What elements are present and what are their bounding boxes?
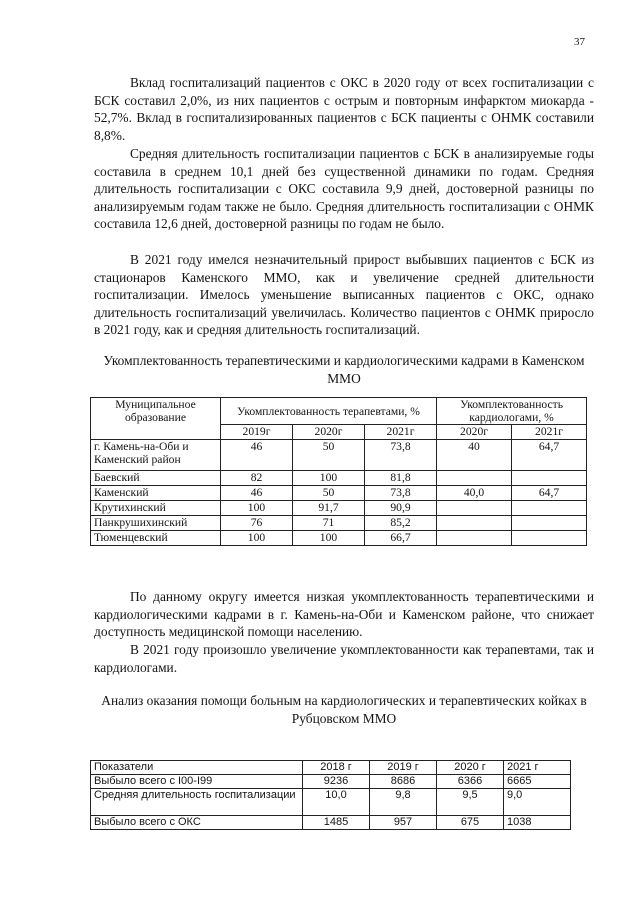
- table-row: [91, 501, 587, 516]
- paragraph-staffing-increase: В 2021 году произошло увеличение укомплектованности как терапевтами, так и кардиологами.: [94, 642, 594, 675]
- table-header-row: [91, 398, 587, 425]
- value-cell: [437, 471, 512, 486]
- value-cell: 46: [221, 486, 293, 501]
- header-therapists: Укомплектованность терапевтами, %: [221, 398, 437, 425]
- paragraph-oks-hospitalization-share: Вклад госпитализаций пациентов с ОКС в 2020 году от всех госпитализации с БСК составил 2,0%, из них пациентов с острым и повторным инфарктом миокарда - 52,7%. Вклад в госпитализированных пациентов с БСК пациенты с ОНМК составили 8,8%.: [94, 75, 594, 143]
- value-cell: 64,7: [512, 486, 587, 501]
- value-cell: 76: [221, 516, 293, 531]
- indicator-name: Средняя длительность госпитализации: [91, 789, 303, 816]
- header-indicators: Показатели: [91, 761, 303, 775]
- value-cell: 50: [293, 486, 365, 501]
- table-row: [91, 440, 587, 471]
- value-cell: [512, 531, 587, 546]
- value-cell: 10,0: [303, 789, 370, 816]
- value-cell: [437, 531, 512, 546]
- municipality-name: Панкрушихинский: [91, 516, 221, 531]
- value-cell: 957: [370, 816, 437, 830]
- value-cell: 100: [221, 501, 293, 516]
- value-cell: 40,0: [437, 486, 512, 501]
- year-cell: 2019 г: [370, 761, 437, 775]
- value-cell: 675: [437, 816, 504, 830]
- value-cell: [512, 471, 587, 486]
- value-cell: 90,9: [365, 501, 437, 516]
- table-row: [91, 816, 571, 830]
- table-row: [91, 486, 587, 501]
- year-cell: 2021г: [512, 425, 587, 440]
- value-cell: 91,7: [293, 501, 365, 516]
- value-cell: 81,8: [365, 471, 437, 486]
- value-cell: 6366: [437, 775, 504, 789]
- value-cell: 6665: [504, 775, 571, 789]
- staffing-table: [90, 397, 587, 546]
- value-cell: 100: [221, 531, 293, 546]
- indicator-name: Выбыло всего с I00-I99: [91, 775, 303, 789]
- value-cell: 64,7: [512, 440, 587, 471]
- year-cell: 2020г: [293, 425, 365, 440]
- header-municipality: Муниципальное образование: [91, 398, 221, 440]
- municipality-name: Тюменцевский: [91, 531, 221, 546]
- table-row: [91, 531, 587, 546]
- page-number: 37: [574, 36, 585, 48]
- paragraph-2021-dynamics: В 2021 году имелся незначительный прирост выбывших пациентов с БСК из стационаров Каменского ММО, как и увеличение средней длительности госпитализации. Имелось уменьшение выписанных пациентов с ОКС, однако длительность госпитализаций увеличилась. Количество пациентов с ОНМК приросло в 2021 году, как и средняя длительность госпитализаций.: [94, 252, 594, 338]
- value-cell: 71: [293, 516, 365, 531]
- value-cell: [437, 516, 512, 531]
- value-cell: 9,0: [504, 789, 571, 816]
- value-cell: 73,8: [365, 440, 437, 471]
- year-cell: 2020 г: [437, 761, 504, 775]
- value-cell: 9,8: [370, 789, 437, 816]
- table-row: [91, 775, 571, 789]
- table1-title: Укомплектованность терапевтическими и кардиологическими кадрами в Каменском ММО: [103, 353, 585, 386]
- value-cell: 100: [293, 531, 365, 546]
- table-row: [91, 516, 587, 531]
- value-cell: 73,8: [365, 486, 437, 501]
- value-cell: 46: [221, 440, 293, 471]
- year-cell: 2021г: [365, 425, 437, 440]
- value-cell: 1038: [504, 816, 571, 830]
- value-cell: 85,2: [365, 516, 437, 531]
- year-cell: 2020г: [437, 425, 512, 440]
- value-cell: 40: [437, 440, 512, 471]
- table2-title: Анализ оказания помощи больным на кардиологических и терапевтических койках в Рубцовском ММО: [101, 693, 587, 726]
- value-cell: 66,7: [365, 531, 437, 546]
- municipality-name: Каменский: [91, 486, 221, 501]
- table-row: [91, 789, 571, 816]
- municipality-name: Крутихинский: [91, 501, 221, 516]
- value-cell: 1485: [303, 816, 370, 830]
- year-cell: 2019г: [221, 425, 293, 440]
- municipality-name: г. Камень-на-Оби и Каменский район: [91, 440, 221, 471]
- value-cell: [512, 516, 587, 531]
- indicator-name: Выбыло всего с ОКС: [91, 816, 303, 830]
- value-cell: 8686: [370, 775, 437, 789]
- rubtsovsk-analysis-table: [90, 760, 571, 830]
- value-cell: 100: [293, 471, 365, 486]
- value-cell: [512, 501, 587, 516]
- table-header-row: [91, 761, 571, 775]
- value-cell: 82: [221, 471, 293, 486]
- value-cell: 9,5: [437, 789, 504, 816]
- paragraph-average-length-of-stay: Средняя длительность госпитализации пациентов с БСК в анализируемые годы составила в среднем 10,1 дней без существенной динамики по годам. Средняя длительность госпитализации с ОКС составила 9,9 дней, достоверной разницы по анализируемым годам также не было. Средняя длительность госпитализации с ОНМК составила 12,6 дней, достоверной разницы по годам не было.: [94, 146, 594, 232]
- municipality-name: Баевский: [91, 471, 221, 486]
- value-cell: 50: [293, 440, 365, 471]
- year-cell: 2018 г: [303, 761, 370, 775]
- value-cell: 9236: [303, 775, 370, 789]
- header-cardiologists: Укомплектованность кардиологами, %: [437, 398, 587, 425]
- paragraph-low-staffing: По данному округу имеется низкая укомплектованность терапевтическими и кардиологическими кадрами в г. Камень-на-Оби и Каменском районе, что снижает доступность медицинской помощи населению.: [94, 589, 594, 640]
- table-row: [91, 471, 587, 486]
- value-cell: [437, 501, 512, 516]
- year-cell: 2021 г: [504, 761, 571, 775]
